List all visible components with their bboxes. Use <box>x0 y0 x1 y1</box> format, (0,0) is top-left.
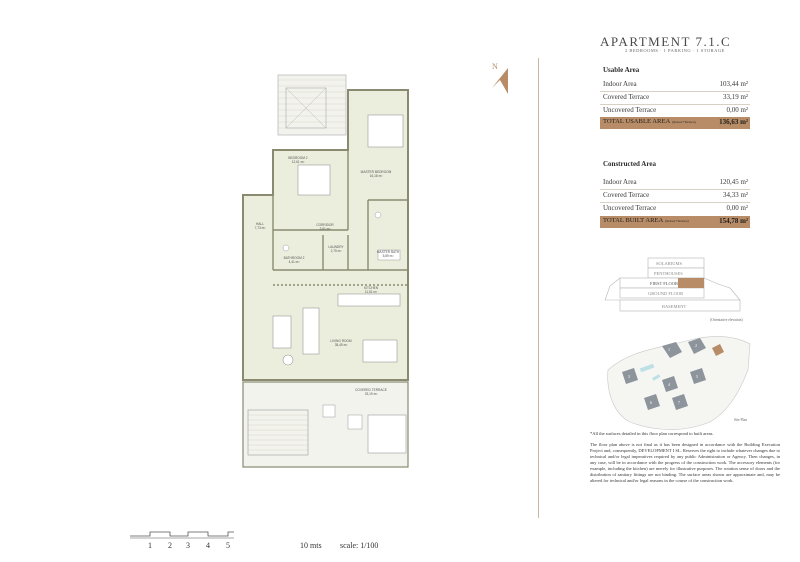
room-living-room: LIVING ROOM 35,45 m² <box>330 339 352 347</box>
building-caption: (Orientative elevation) <box>710 318 743 322</box>
level-ground-floor: GROUND FLOOR <box>648 291 684 296</box>
level-penthouses: PENTHOUSES <box>654 271 683 276</box>
scale-tick-1: 1 <box>148 541 152 550</box>
compass-north-label: N <box>492 62 498 71</box>
usable-row-uncovered-terrace: Uncovered Terrace 0,00 m² <box>603 106 748 114</box>
scale-distance: 10 mts <box>300 541 322 550</box>
building-elevation <box>600 256 750 326</box>
building-level-labels <box>600 256 750 326</box>
site-block-labels <box>600 330 760 440</box>
scale-tick-3: 3 <box>186 541 190 550</box>
compass <box>486 60 516 96</box>
constructed-area-heading: Constructed Area <box>603 160 656 168</box>
scale-ratio: scale: 1/100 <box>340 541 379 550</box>
room-hall: HALL 7,73 m² <box>254 222 266 230</box>
scale-tick-5: 5 <box>226 541 230 550</box>
usable-area-heading: Usable Area <box>603 66 640 74</box>
constructed-row-uncovered-terrace: Uncovered Terrace 0,00 m² <box>603 204 748 212</box>
site-block-3: 3 <box>628 374 630 379</box>
site-block-4: 4 <box>668 382 670 387</box>
site-block-7: 7 <box>678 400 680 405</box>
site-plan <box>600 330 760 440</box>
floor-plan <box>228 70 428 470</box>
scale-bar-ruler <box>130 522 240 540</box>
scale-bar <box>130 522 400 552</box>
level-solariums: SOLARIUMS <box>656 261 683 266</box>
constructed-row-indoor: Indoor Area 120,45 m² <box>603 178 748 186</box>
room-master-bedroom: MASTER BEDROOM 16,18 m² <box>360 170 392 178</box>
constructed-total-row: TOTAL BUILT AREA (Indoor+Terrace) 154,78 m² <box>600 216 750 228</box>
scale-tick-2: 2 <box>168 541 172 550</box>
site-plan-caption: Site Plan <box>734 418 747 422</box>
site-block-2: 2 <box>695 343 697 348</box>
room-kitchen: KITCHEN 11,51 m² <box>364 286 378 294</box>
room-corridor: CORRIDOR 3,91 m² <box>316 223 334 231</box>
site-block-6: 6 <box>650 400 652 405</box>
room-bedroom-2: BEDROOM 2 12,61 m² <box>288 156 308 164</box>
room-bathroom-2: BATHROOM 2 4,41 m² <box>283 256 305 264</box>
level-basement: BASEMENT <box>662 304 687 309</box>
legal-disclaimer: The floor plan above is not final as it has been designed in accordance with the Building Execution Project and, consequently, DEVELOPMENT I SL. Reserves the right to include whatever changes due to technical and/or legal imperatives required by any public Administration or Agency. Then changes, in any case, will be in accordance with the progress of the construction work. The accessory elements (for example, including the kitchen) are merely for illustrative purposes. The rotation sense of doors and the distribution of sanitary fittings are not binding. The surface areas shown are approximate and, may be altered for technical and/or legal reasons in the course of the construction work. <box>590 442 780 483</box>
usable-row-indoor: Indoor Area 103,44 m² <box>603 80 748 88</box>
surfaces-note: *All the surfaces detailed in this floor plan correspond to built areas. <box>590 431 714 436</box>
room-covered-terrace: COVERED TERRACE 33,19 m² <box>355 388 387 396</box>
site-block-5: 5 <box>696 374 698 379</box>
scale-tick-4: 4 <box>206 541 210 550</box>
room-labels <box>228 70 428 470</box>
divider <box>538 58 539 518</box>
room-master-bath: MASTER BATH 5,89 m² <box>376 250 400 258</box>
site-block-1: 1 <box>668 347 670 352</box>
level-first-floor: FIRST FLOOR <box>650 281 679 286</box>
usable-total-row: TOTAL USABLE AREA (Indoor+Terrace) 136,63 m² <box>600 117 750 129</box>
constructed-row-covered-terrace: Covered Terrace 34,33 m² <box>603 191 748 199</box>
apartment-subtitle: 2 BEDROOMS · 1 PARKING · 1 STORAGE <box>625 48 725 53</box>
usable-row-covered-terrace: Covered Terrace 33,19 m² <box>603 93 748 101</box>
room-laundry: LAUNDRY 2,75 m² <box>328 245 344 253</box>
north-arrow-icon <box>486 60 516 96</box>
apartment-title: APARTMENT 7.1.C <box>600 34 732 49</box>
